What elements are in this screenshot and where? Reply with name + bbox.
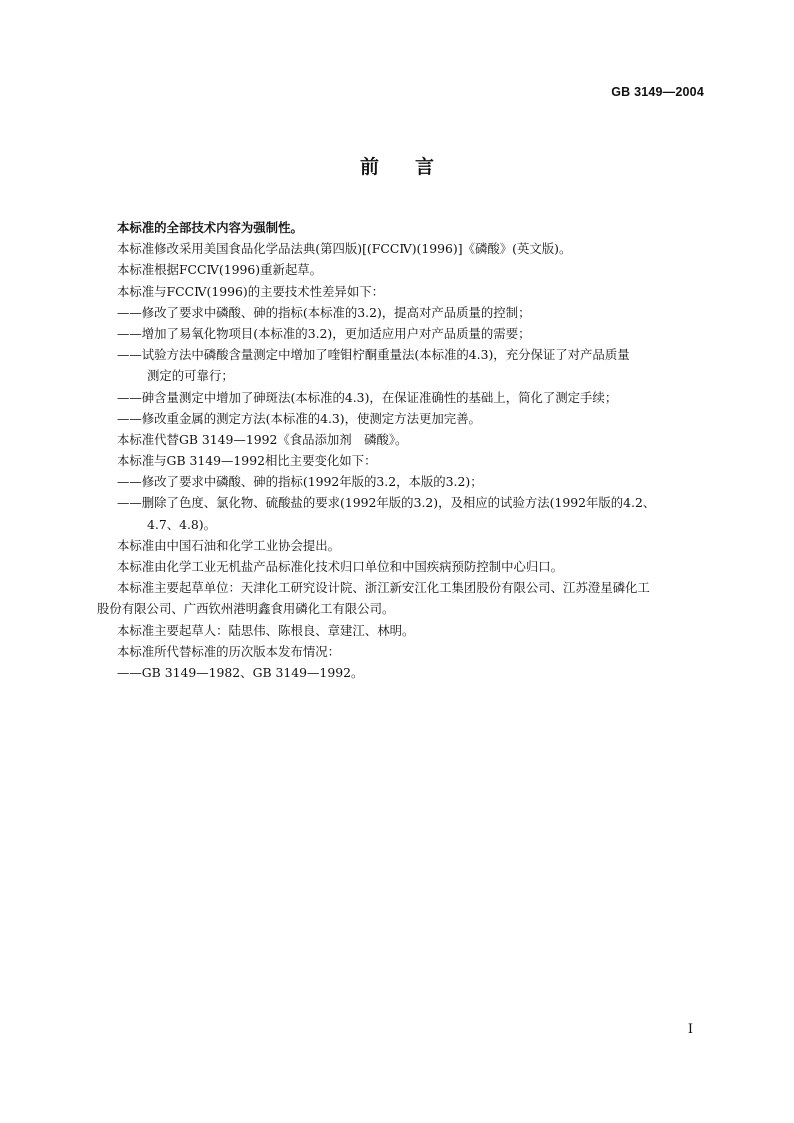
list-item: ——增加了易氧化物项目(本标准的3.2)，更加适应用户对产品质量的需要； [117,325,531,341]
paragraph: 本标准的全部技术内容为强制性。 [117,220,303,235]
page-title: 前言 [359,156,470,178]
list-item-continuation: 4.7、4.8)。 [147,516,217,532]
paragraph: 本标准与GB 3149—1992相比主要变化如下： [117,453,377,469]
paragraph: 本标准根据FCCⅣ(1996)重新起草。 [117,262,323,278]
page-number: I [687,1022,693,1037]
list-item: ——修改重金属的测定方法(本标准的4.3)，使测定方法更加完善。 [117,410,481,426]
list-item: ——修改了要求中磷酸、砷的指标(1992年版的3.2，本版的3.2)； [117,474,483,490]
paragraph: 本标准所代替标准的历次版本发布情况： [117,643,341,659]
paragraph: 本标准代替GB 3149—1992《食品添加剂 磷酸》。 [117,431,408,447]
paragraph: 本标准主要起草人：陆思伟、陈根良、章建江、林明。 [117,622,415,638]
list-item: ——试验方法中磷酸含量测定中增加了喹钼柠酮重量法(本标准的4.3)，充分保证了对产品质量 [117,347,630,363]
paragraph: 本标准主要起草单位：天津化工研究设计院、浙江新安江化工集团股份有限公司、江苏澄星磷化工 [117,580,650,596]
paragraph: 本标准由化学工业无机盐产品标准化技术归口单位和中国疾病预防控制中心归口。 [117,559,564,574]
paragraph: 本标准与FCCⅣ(1996)的主要技术性差异如下： [117,283,384,299]
list-item-continuation: 测定的可靠行； [147,368,234,384]
paragraph-continuation: 股份有限公司、广西钦州港明鑫食用磷化工有限公司。 [97,601,395,617]
list-item: ——删除了色度、氯化物、硫酸盐的要求(1992年版的3.2)，及相应的试验方法(1992年版的4.2、 [117,495,656,511]
standard-number: GB 3149—2004 [611,85,704,99]
foreword-body [97,217,707,683]
list-item: ——修改了要求中磷酸、砷的指标(本标准的3.2)，提高对产品质量的控制； [117,304,531,320]
list-item: ——砷含量测定中增加了砷斑法(本标准的4.3)，在保证准确性的基础上，简化了测定手续； [117,389,618,405]
paragraph: 本标准修改采用美国食品化学品法典(第四版)[(FCCⅣ)(1996)]《磷酸》(英文版)。 [117,241,572,257]
paragraph: 本标准由中国石油和化学工业协会提出。 [117,537,341,553]
list-item: ——GB 3149—1982、GB 3149—1992。 [117,664,364,680]
